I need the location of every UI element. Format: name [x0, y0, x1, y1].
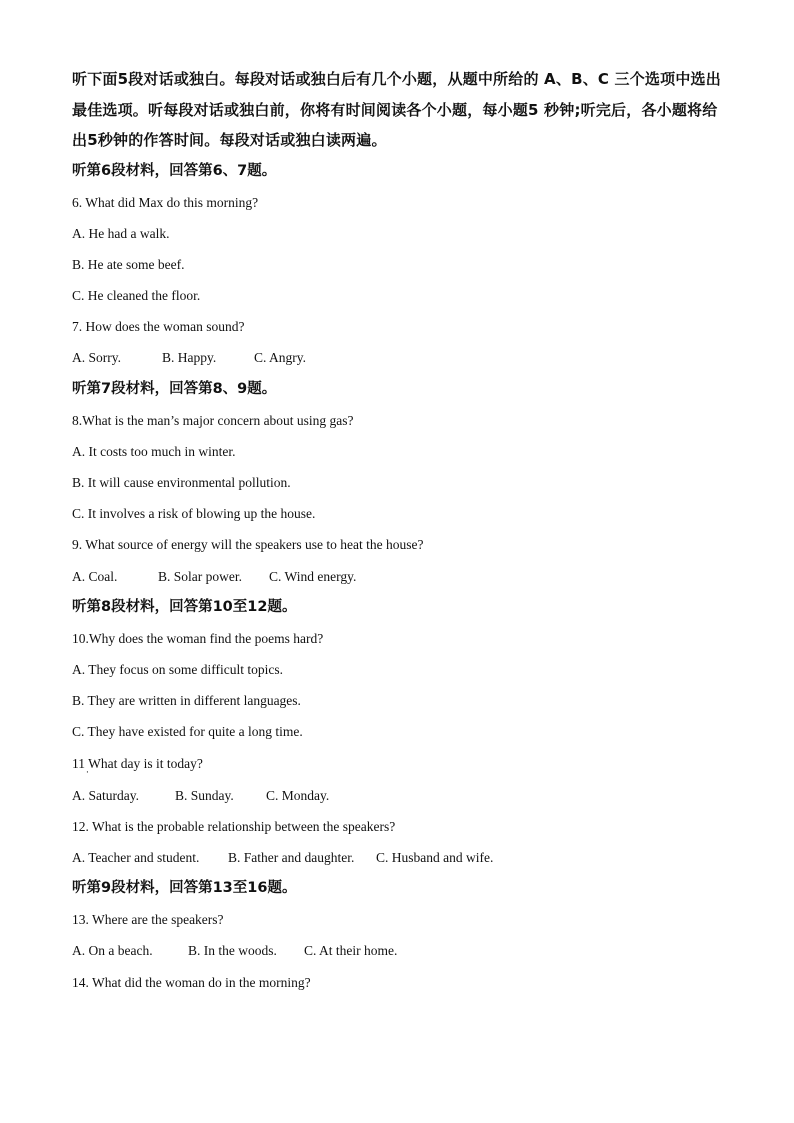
- q8-option-a: A. It costs too much in winter.: [72, 443, 236, 459]
- q9-option-b: B. Solar power.: [158, 568, 242, 584]
- section-heading-8: 听第8段材料，回答第10至12题。: [72, 598, 297, 615]
- stray-mark: ·: [86, 767, 89, 778]
- q9-options: [72, 561, 732, 592]
- question-6: 6. What did Max do this morning?: [72, 194, 259, 210]
- q8-option-c: C. It involves a risk of blowing up the house.: [72, 506, 316, 522]
- q6-option-b: B. He ate some beef.: [72, 256, 185, 272]
- instructions-paragraph: 听下面5段对话或独白。每段对话或独白后有几个小题，从题中所给的 A、B、C 三个选项中选出最佳选项。听每段对话或独白前，你将有时间阅读各个小题，每小题5 秒钟;听完后，各小题将给出5秒钟的作答时间。每段对话或独白读两遍。: [72, 70, 721, 149]
- question-13: 13. Where are the speakers?: [72, 912, 224, 928]
- q6-option-a: A. He had a walk.: [72, 225, 170, 241]
- section-heading-9: 听第9段材料，回答第13至16题。: [72, 880, 297, 897]
- document-page: [72, 64, 732, 998]
- q8-option-b: B. It will cause environmental pollution.: [72, 475, 291, 490]
- question-7: 7. How does the woman sound?: [72, 319, 245, 335]
- section-heading-6: 听第6段材料，回答第6、7题。: [72, 162, 277, 179]
- q7-option-c: C. Angry.: [254, 350, 307, 366]
- q12-options: [72, 842, 732, 873]
- q10-option-b: B. They are written in different languages.: [72, 693, 301, 709]
- q7-option-a: A. Sorry.: [72, 350, 121, 366]
- question-11: 11 What day is it today?: [72, 755, 203, 771]
- q13-option-c: C. At their home.: [304, 943, 398, 959]
- q13-option-a: A. On a beach.: [72, 943, 153, 959]
- q11-option-c: C. Monday.: [266, 787, 330, 803]
- q12-option-b: B. Father and daughter.: [228, 850, 355, 866]
- q10-option-a: A. They focus on some difficult topics.: [72, 661, 283, 677]
- q12-option-a: A. Teacher and student.: [72, 850, 200, 866]
- q11-option-a: A. Saturday.: [72, 787, 139, 803]
- q13-options: [72, 935, 732, 966]
- q7-option-b: B. Happy.: [162, 350, 217, 366]
- q11-options: [72, 780, 732, 811]
- q7-options: [72, 342, 732, 373]
- q9-option-c: C. Wind energy.: [269, 568, 357, 584]
- question-10: 10.Why does the woman find the poems hard?: [72, 630, 324, 646]
- q6-option-c: C. He cleaned the floor.: [72, 288, 201, 304]
- q10-option-c: C. They have existed for quite a long time.: [72, 724, 303, 740]
- q9-option-a: A. Coal.: [72, 568, 118, 584]
- q11-option-b: B. Sunday.: [175, 787, 234, 803]
- question-9: 9. What source of energy will the speakers use to heat the house?: [72, 537, 424, 553]
- question-8: 8.What is the man’s major concern about using gas?: [72, 412, 354, 428]
- question-12: 12. What is the probable relationship between the speakers?: [72, 818, 396, 834]
- question-14: 14. What did the woman do in the morning?: [72, 974, 311, 990]
- q12-option-c: C. Husband and wife.: [376, 850, 494, 866]
- q13-option-b: B. In the woods.: [188, 943, 277, 959]
- section-heading-7: 听第7段材料，回答第8、9题。: [72, 380, 277, 397]
